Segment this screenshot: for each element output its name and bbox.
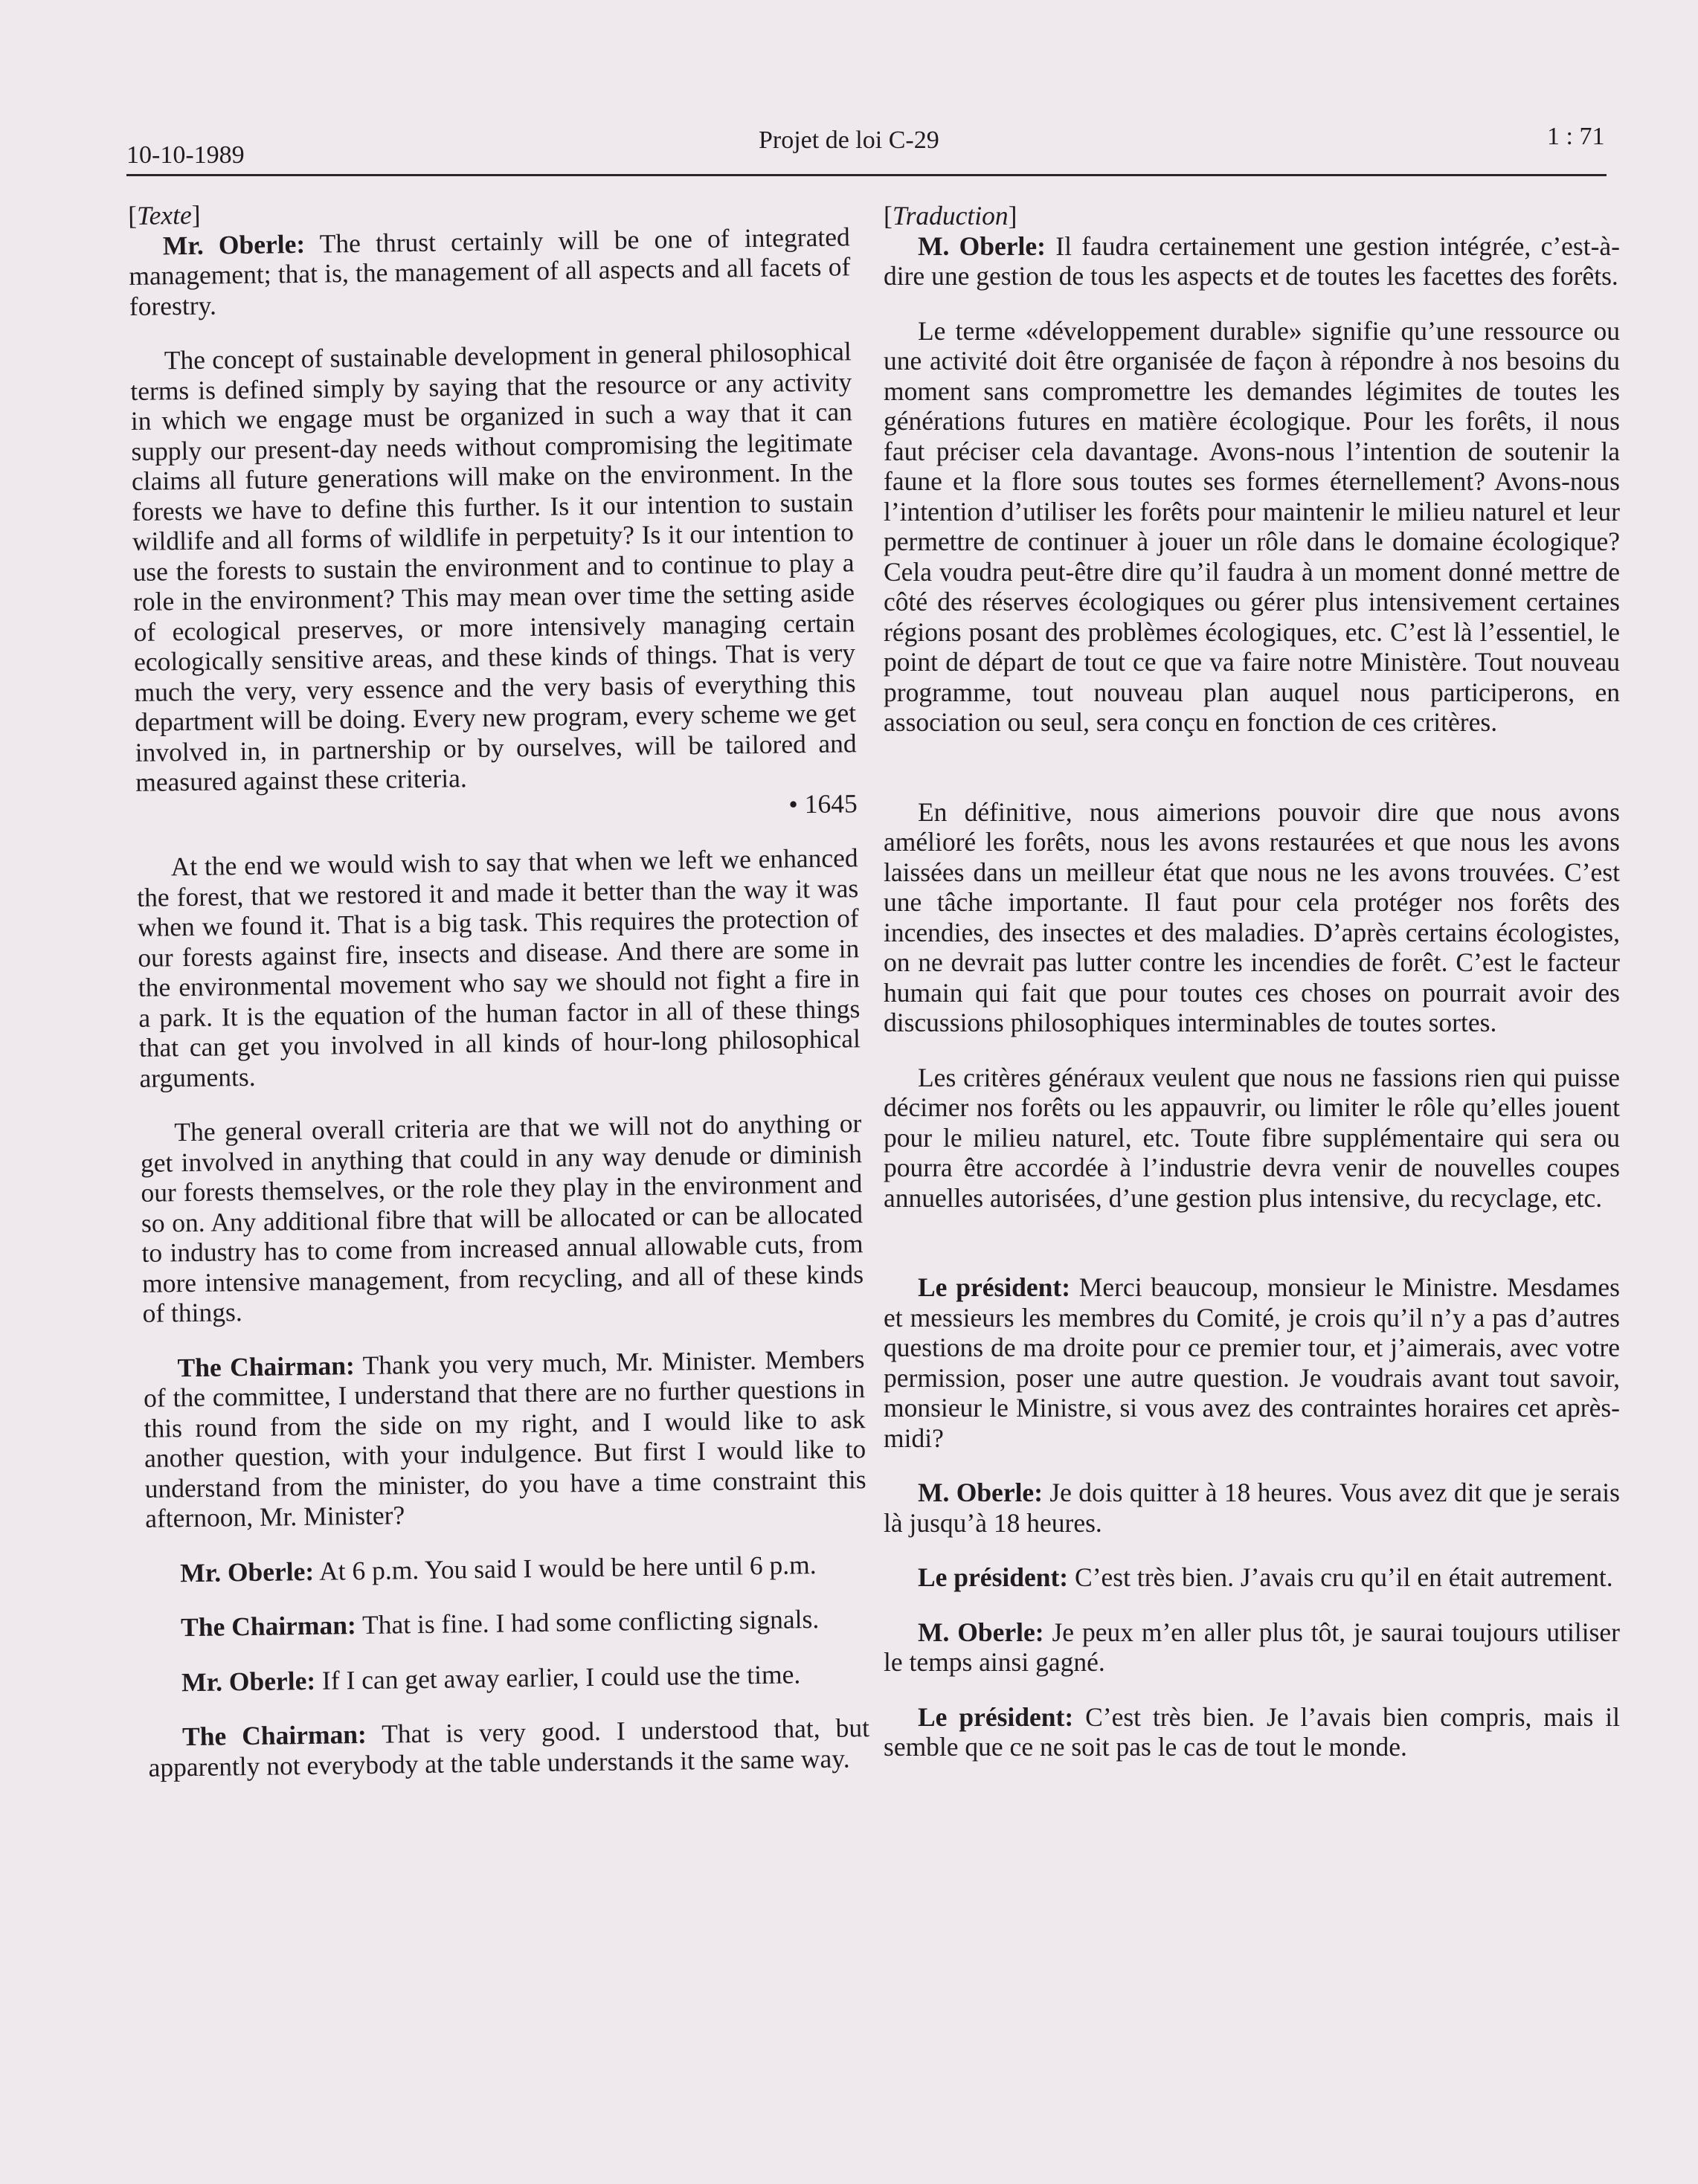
header-date: 10-10-1989 <box>126 141 245 169</box>
speaker-name: M. Oberle: <box>918 1617 1044 1647</box>
speaker-name: Le président: <box>918 1272 1071 1302</box>
speaker-name: M. Oberle: <box>918 231 1046 261</box>
paragraph: The Chairman: That is fine. I had some conflicting signals. <box>180 1604 820 1643</box>
paragraph: Mr. Oberle: The thrust certainly will be one of integrated management; that is, the management of all aspects and all facets of forestry. <box>129 221 851 321</box>
paragraph: Le terme «développement durable» signifie qu’une ressource ou une activité doit être organisée de façon à répondre à nos besoins du moment sans compromettre les demandes légimites de toutes les générations futures en matière écologique. Pour les forêts, il nous faut préciser cela davantage. Avons-nous l’intention de soutenir la faune et la flore sous toutes ses formes éternellement? Avons-nous l’intention d’utiliser les forêts pour maintenir le milieu naturel et leur permettre de continuer à jouer un rôle dans le domaine écologique? Cela voudra peut-être dire qu’il faudra à un moment donné mettre de côté des réserves écologiques ou gérer plus intensivement certaines régions posant des problèmes écologiques, etc. C’est là l’essentiel, le point de départ de tout ce que va faire notre Ministère. Tout nouveau programme, tout nouveau plan auquel nous participerons, en association ou seul, sera conçu en fonction de ces critères. <box>884 315 1620 737</box>
speaker-name: The Chairman: <box>181 1718 367 1752</box>
page-title: Projet de loi C-29 <box>759 126 939 154</box>
paragraph: The Chairman: That is very good. I understood that, but apparently not everybody at the table understands it the same way. <box>148 1713 870 1782</box>
speaker-name: The Chairman: <box>177 1350 356 1382</box>
speaker-name: Mr. Oberle: <box>179 1556 315 1588</box>
column-label: [Traduction] <box>884 201 1017 231</box>
speaker-name: Mr. Oberle: <box>181 1665 316 1697</box>
paragraph: En définitive, nous aimerions pouvoir dire que nous avons amélioré les forêts, nous les avons restaurées et que nous les avons laissées dans un meilleur état que nous ne les avons trouvées. C’est une tâche importante. Il faut pour cela protéger nos forêts des incendies, des insectes et des maladies. D’après certains écologistes, on ne devrait pas lutter contre les incendies de forêt. C’est le facteur humain qui fait que pour toutes ces choses on pourrait avoir des discussions philosophiques interminables de toutes sortes. <box>884 796 1620 1037</box>
paragraph: Mr. Oberle: If I can get away earlier, I could use the time. <box>181 1658 801 1697</box>
paragraph: The general overall criteria are that we will not do anything or get involved in anything that could in any way denude or diminish our forests themselves, or the role they play in the environment and so on. Any additional fibre that will be allocated or can be allocated to industry has to come from increased annual allowable cuts, from more intensive management, from recycling, and all of these kinds of things. <box>140 1108 864 1328</box>
paragraph: M. Oberle: Je dois quitter à 18 heures. Vous avez dit que je serais là jusqu’à 18 heures. <box>884 1478 1620 1538</box>
paragraph: The Chairman: Thank you very much, Mr. Minister. Members of the committee, I understand that there are no further questions in this round from the side on my right, and I would like to ask another question, with your indulgence. But first I would like to understand from the minister, do you have a time constraint this afternoon, Mr. Minister? <box>143 1343 866 1533</box>
speaker-name: M. Oberle: <box>918 1478 1043 1507</box>
page-number: 1 : 71 <box>1547 123 1605 150</box>
column-label: [Texte] <box>128 199 201 231</box>
speaker-name: The Chairman: <box>180 1610 357 1643</box>
paragraph: Le président: C’est très bien. Je l’avais bien compris, mais il semble que ce ne soit pas le cas de tout le monde. <box>884 1701 1620 1762</box>
speaker-name: Le président: <box>918 1701 1074 1732</box>
time-marker: • 1645 <box>788 787 858 819</box>
paragraph: Le président: C’est très bien. J’avais cru qu’il en était autrement. <box>918 1562 1613 1592</box>
paragraph: Le président: Merci beaucoup, monsieur le Ministre. Mesdames et messieurs les membres du Comité, je crois qu’il n’y a pas d’autres questions de ma droite pour ce premier tour, et j’aimerais, avec votre permission, poser une autre question. Je voudrais avant tout savoir, monsieur le Ministre, si vous avez des contraintes horaires cet après-midi? <box>884 1272 1620 1453</box>
paragraph: M. Oberle: Il faudra certainement une gestion intégrée, c’est-à-dire une gestion de tous les aspects et de toutes les facettes des forêts. <box>884 231 1620 291</box>
paragraph: The concept of sustainable development in general philosophical terms is defined simply by saying that the resource or any activity in which we engage must be organized in such a way that it can supply our present-day needs without compromising the legitimate claims all future generations will make on the environment. In the forests we have to define this further. Is it our intention to sustain wildlife and all forms of wildlife in perpetuity? Is it our intention to use the forests to sustain the environment and to continue to play a role in the environment? This may mean over time the setting aside of ecological preserves, or more intensively managing certain ecologically sensitive areas, and these kinds of things. That is very much the very, very essence and the very basis of everything this department will be doing. Every new program, every scheme we get involved in, in partnership or by ourselves, will be tailored and measured against these criteria. <box>130 336 857 797</box>
speaker-name: Le président: <box>918 1562 1069 1592</box>
speaker-name: Mr. Oberle: <box>162 228 306 260</box>
paragraph: At the end we would wish to say that when we left we enhanced the forest, that we restored it and made it better than the way it was when we found it. That is a big task. This requires the protection of our forests against fire, insects and disease. And there are some in the environmental movement who say we should not fight a fire in a park. It is the equation of the human factor in all of these things that can get you involved in all kinds of hour-long philosophical arguments. <box>136 843 861 1093</box>
paragraph: Mr. Oberle: At 6 p.m. You said I would be here until 6 p.m. <box>179 1549 817 1588</box>
paragraph: Les critères généraux veulent que nous ne fassions rien qui puisse décimer nos forêts ou les appauvrir, ou limiter le rôle qu’elles jouent pour le milieu naturel, etc. Toute fibre supplémentaire qui sera ou pourra être accordée à l’industrie devra venir de nouvelles coupes annuelles autorisées, d’une gestion plus intensive, du recyclage, etc. <box>884 1062 1620 1213</box>
english-column <box>128 191 870 1782</box>
header-rule <box>126 174 1607 176</box>
french-column <box>884 201 1620 1762</box>
paragraph: M. Oberle: Je peux m’en aller plus tôt, je saurai toujours utiliser le temps ainsi gagné. <box>884 1617 1620 1677</box>
